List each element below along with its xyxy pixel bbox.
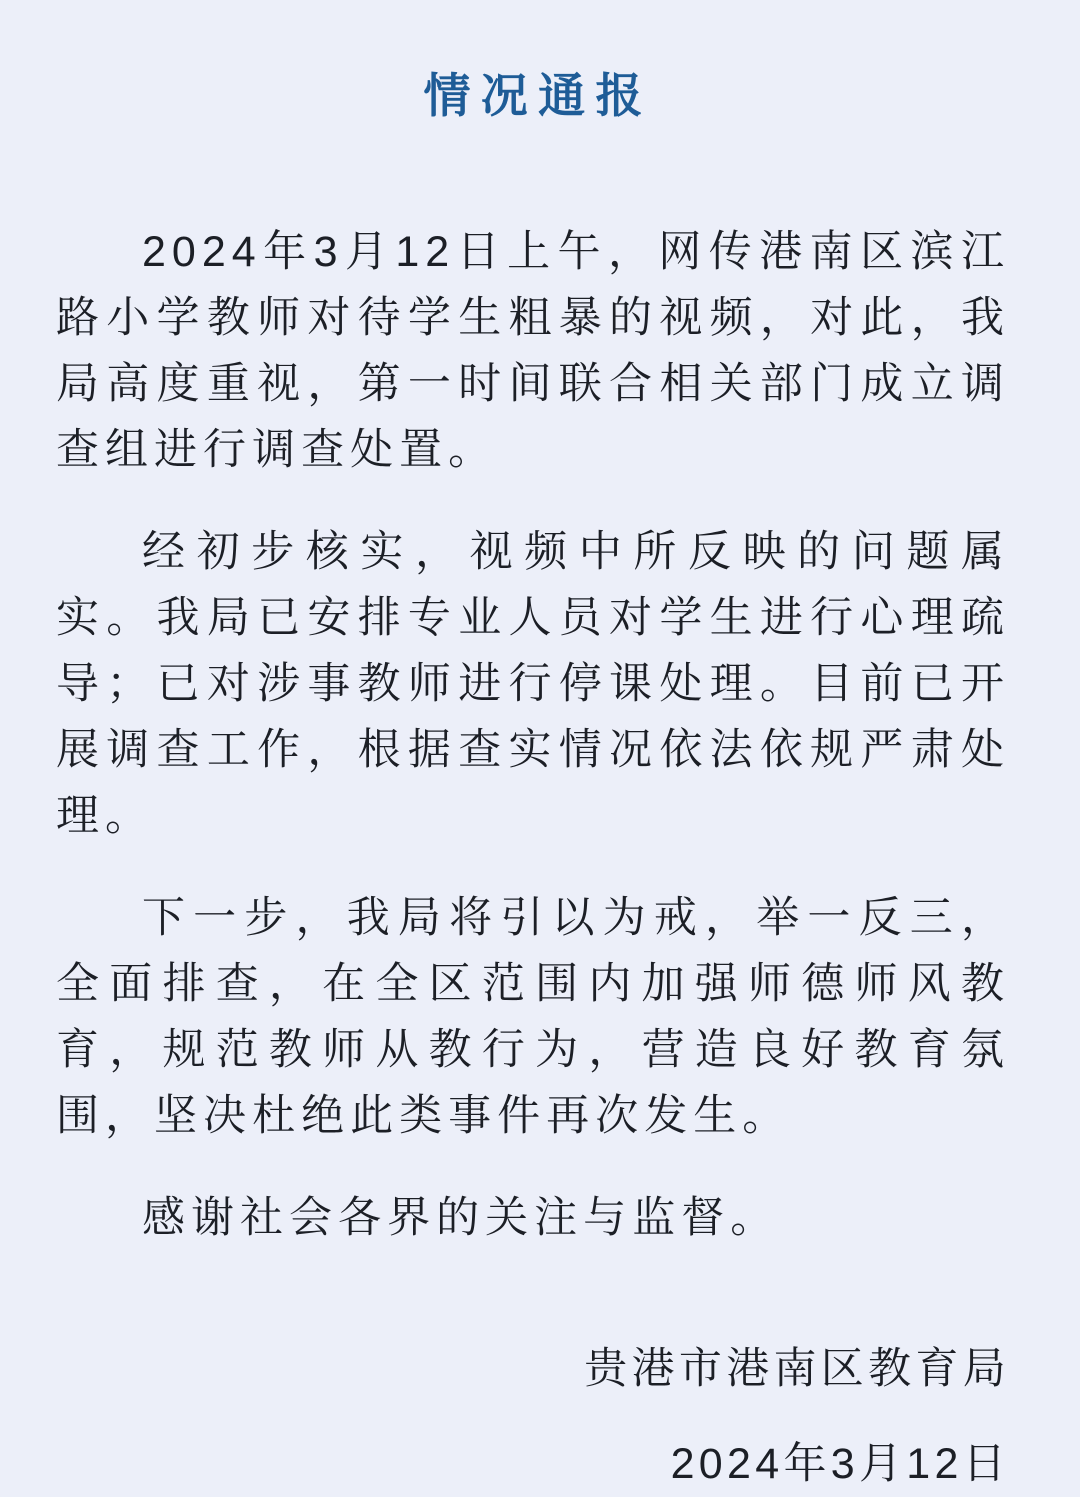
notice-paragraph-next-steps: 下一步，我局将引以为戒，举一反三，全面排查，在全区范围内加强师德师风教育，规范教师从教行为，营造良好教育氛围，坚决杜绝此类事件再次发生。 <box>56 894 1010 1140</box>
signature-date: 2024年3月12日 <box>670 1440 1010 1488</box>
notice-body <box>56 219 1010 1251</box>
signature-issuer: 贵港市港南区教育局 <box>584 1345 1010 1393</box>
notice-paragraph-incident: 2024年3月12日上午，网传港南区滨江路小学教师对待学生粗暴的视频，对此，我局高度重视，第一时间联合相关部门成立调查组进行调查处置。 <box>56 228 1010 474</box>
page-title: 情况通报 <box>423 69 653 122</box>
notice-paragraph-thanks: 感谢社会各界的关注与监督。 <box>142 1194 780 1242</box>
notice-paragraph-verification: 经初步核实，视频中所反映的问题属实。我局已安排专业人员对学生进行心理疏导；已对涉事教师进行停课处理。目前已开展调查工作，根据查实情况依法依规严肃处理。 <box>56 528 1010 840</box>
signature-block <box>56 1336 1010 1497</box>
